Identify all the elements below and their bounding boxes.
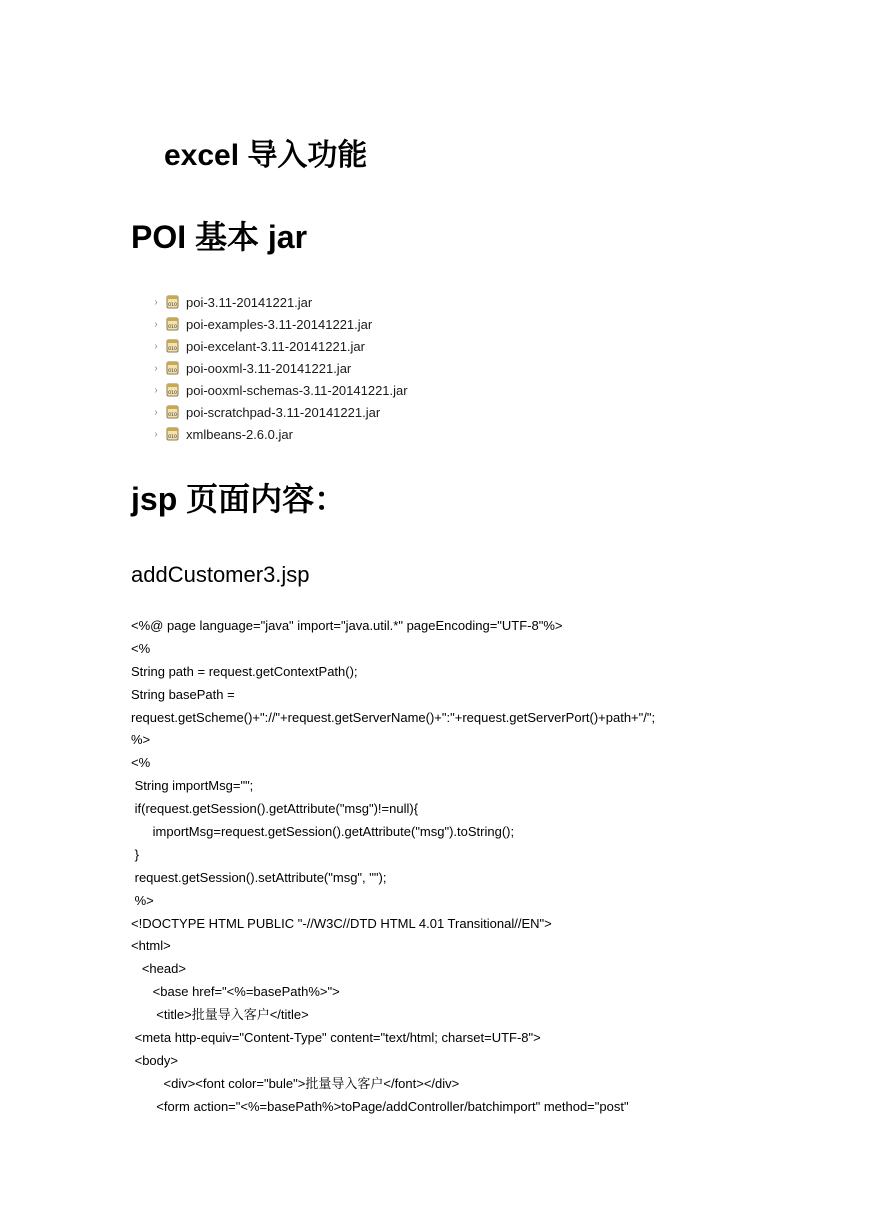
tree-item[interactable] <box>150 357 470 379</box>
code-line: <head> <box>131 961 186 977</box>
code-line: <base href="<%=basePath%>"> <box>131 984 340 1000</box>
chevron-right-icon[interactable]: › <box>154 406 158 418</box>
tree-item[interactable] <box>150 335 470 357</box>
svg-text:010: 010 <box>168 413 177 418</box>
jar-file-name: poi-ooxml-3.11-20141221.jar <box>186 360 352 376</box>
page-title: excel 导入功能 <box>164 139 368 172</box>
chevron-right-icon[interactable]: › <box>154 318 158 330</box>
code-line: <!DOCTYPE HTML PUBLIC "-//W3C//DTD HTML 4.01 Transitional//EN"> <box>131 915 552 931</box>
code-line: String importMsg=""; <box>131 778 254 794</box>
jar-file-icon <box>166 295 179 309</box>
jar-file-icon <box>166 427 179 441</box>
jar-file-name: poi-3.11-20141221.jar <box>186 294 313 310</box>
svg-text:010: 010 <box>168 347 177 352</box>
file-name-heading: addCustomer3.jsp <box>131 562 310 587</box>
code-line: <title>批量导入客户</title> <box>131 1007 309 1023</box>
code-line: <html> <box>131 938 171 954</box>
svg-text:010: 010 <box>168 325 177 330</box>
jar-file-name: xmlbeans-2.6.0.jar <box>186 426 293 442</box>
svg-text:010: 010 <box>168 391 177 396</box>
chevron-right-icon[interactable]: › <box>154 296 158 308</box>
jar-file-icon <box>166 383 179 397</box>
tree-item[interactable] <box>150 379 470 401</box>
code-line: request.getScheme()+"://"+request.getServerName()+":"+request.getServerPort()+path+"/"; <box>131 709 656 725</box>
tree-item[interactable] <box>150 291 470 313</box>
code-line: %> <box>131 892 154 908</box>
jar-file-name: poi-excelant-3.11-20141221.jar <box>186 338 365 354</box>
code-line: if(request.getSession().getAttribute("msg")!=null){ <box>131 801 419 817</box>
code-block <box>131 615 831 1119</box>
code-line: <body> <box>131 1052 178 1068</box>
chevron-right-icon[interactable]: › <box>154 340 158 352</box>
code-line: <% <box>131 640 151 656</box>
jar-file-icon <box>166 339 179 353</box>
chevron-right-icon[interactable]: › <box>154 384 158 396</box>
code-line: <%@ page language="java" import="java.util.*" pageEncoding="UTF-8"%> <box>131 618 563 633</box>
chevron-right-icon[interactable]: › <box>154 362 158 374</box>
jar-file-icon <box>166 405 179 419</box>
code-line: <form action="<%=basePath%>toPage/addController/batchimport" method="post" <box>131 1098 629 1114</box>
poi-jar-heading: POI 基本 jar <box>131 219 308 255</box>
jsp-content-heading: jsp 页面内容： <box>131 481 347 517</box>
code-line: <meta http-equiv="Content-Type" content="text/html; charset=UTF-8"> <box>131 1030 541 1046</box>
jar-file-icon <box>166 317 179 331</box>
code-line: } <box>131 846 139 862</box>
code-line: %> <box>131 732 151 748</box>
code-line: request.getSession().setAttribute("msg", ""); <box>131 869 387 885</box>
tree-item[interactable] <box>150 313 470 335</box>
code-line: String path = request.getContextPath(); <box>131 663 358 679</box>
svg-text:010: 010 <box>168 435 177 440</box>
jar-file-name: poi-ooxml-schemas-3.11-20141221.jar <box>186 382 408 398</box>
svg-text:010: 010 <box>168 303 177 308</box>
jar-file-icon <box>166 361 179 375</box>
code-line: importMsg=request.getSession().getAttribute("msg").toString(); <box>131 824 515 840</box>
jar-file-name: poi-scratchpad-3.11-20141221.jar <box>186 404 381 420</box>
code-line: <div><font color="bule">批量导入客户</font></div> <box>131 1075 460 1091</box>
tree-item[interactable] <box>150 423 470 445</box>
jar-file-name: poi-examples-3.11-20141221.jar <box>186 316 373 332</box>
svg-text:010: 010 <box>168 369 177 374</box>
tree-item[interactable] <box>150 401 470 423</box>
jar-file-tree <box>150 291 470 445</box>
chevron-right-icon[interactable]: › <box>154 428 158 440</box>
code-line: String basePath = <box>131 686 235 702</box>
code-line: <% <box>131 755 151 771</box>
